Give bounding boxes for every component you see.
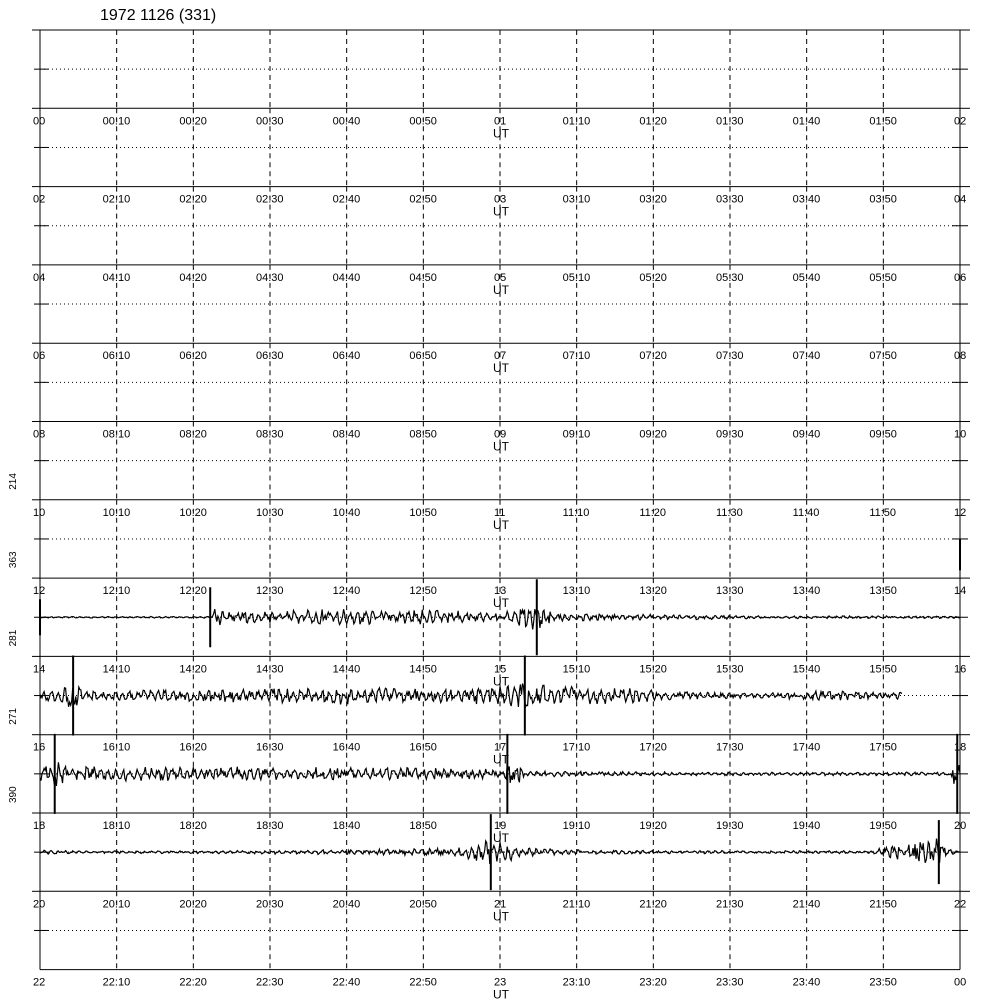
tick-label: 11:50 <box>869 506 897 519</box>
tick-label: 13 <box>494 585 507 598</box>
tick-label: 04 <box>33 271 46 284</box>
tick-label: 03:40 <box>792 193 821 206</box>
tick-label: 13:30 <box>716 585 744 598</box>
tick-label: 10:50 <box>409 506 437 519</box>
x-axis-label: UT <box>493 909 509 924</box>
tick-label: 00:50 <box>409 115 437 128</box>
tick-label: 18:50 <box>409 820 437 832</box>
tick-label: 18 <box>33 820 46 832</box>
tick-label: 09:30 <box>716 428 744 441</box>
tick-label: 14:20 <box>179 663 207 676</box>
tick-label: 08:40 <box>332 428 361 441</box>
tick-label: 06 <box>954 271 967 284</box>
tick-label: 16:10 <box>102 741 131 754</box>
tick-label: 15:50 <box>869 663 897 676</box>
tick-label: 11:30 <box>716 506 743 519</box>
x-axis-label: UT <box>493 282 509 297</box>
tick-label: 06:20 <box>179 350 207 363</box>
tick-label: 18:20 <box>179 820 207 832</box>
tick-label: 10:40 <box>332 506 361 519</box>
tick-label: 17 <box>494 741 507 754</box>
tick-label: 00:20 <box>179 115 207 128</box>
tick-label: 22:50 <box>409 976 437 989</box>
station-label: 271 <box>8 708 19 725</box>
x-axis-label: UT <box>493 831 509 845</box>
tick-label: 08:30 <box>256 428 284 441</box>
tick-label: 16:30 <box>256 741 284 754</box>
tick-label: 02 <box>33 193 46 206</box>
tick-label: 22:10 <box>102 976 131 989</box>
tick-label: 09:10 <box>562 428 591 441</box>
tick-label: 16:50 <box>409 741 437 754</box>
tick-label: 14 <box>33 663 46 676</box>
tick-label: 08 <box>954 350 967 363</box>
tick-label: 12:10 <box>102 585 131 598</box>
tick-label: 17:40 <box>792 741 821 754</box>
chart-title: 1972 1126 (331) <box>100 7 217 24</box>
tick-label: 17:50 <box>869 741 897 754</box>
tick-label: 09:20 <box>639 428 667 441</box>
station-label: 281 <box>8 629 19 647</box>
station-label: 214 <box>8 473 19 490</box>
tick-label: 10:20 <box>179 506 207 519</box>
tick-label: 00 <box>33 115 46 128</box>
tick-label: 15:20 <box>639 663 667 676</box>
x-axis-label: UT <box>493 204 509 219</box>
tick-label: 01:40 <box>792 115 821 128</box>
tick-label: 21:30 <box>716 898 744 911</box>
tick-label: 23:10 <box>562 976 591 989</box>
tick-label: 10:30 <box>256 506 284 519</box>
tick-label: 14:30 <box>256 663 284 676</box>
tick-label: 20:30 <box>256 898 284 911</box>
tick-label: 00:10 <box>102 115 131 128</box>
tick-label: 17:20 <box>639 741 667 754</box>
tick-label: 08:50 <box>409 428 437 441</box>
tick-label: 21:40 <box>792 898 821 911</box>
tick-label: 01:50 <box>869 115 897 128</box>
tick-label: 09:50 <box>869 428 897 441</box>
tick-label: 11:10 <box>562 506 590 519</box>
tick-label: 11:20 <box>639 506 667 519</box>
tick-label: 21 <box>494 898 507 911</box>
tick-label: 07:40 <box>792 350 821 363</box>
tick-label: 12 <box>33 585 46 598</box>
tick-label: 22 <box>33 976 46 989</box>
tick-label: 16 <box>33 741 46 754</box>
tick-label: 23 <box>494 976 507 989</box>
tick-label: 13:40 <box>792 585 821 598</box>
tick-label: 18:10 <box>102 820 131 832</box>
tick-label: 16:20 <box>179 741 207 754</box>
tick-label: 04:40 <box>332 271 361 284</box>
tick-label: 19:40 <box>792 820 821 832</box>
tick-label: 02:30 <box>256 193 284 206</box>
tick-label: 12:50 <box>409 585 437 598</box>
tick-label: 00 <box>954 976 967 989</box>
tick-label: 07:50 <box>869 350 897 363</box>
tick-label: 19:20 <box>639 820 667 832</box>
tick-label: 23:30 <box>716 976 744 989</box>
tick-label: 13:20 <box>639 585 667 598</box>
tick-label: 14:50 <box>409 663 437 676</box>
tick-label: 23:50 <box>869 976 897 989</box>
tick-label: 05 <box>494 271 507 284</box>
tick-label: 19 <box>494 820 507 832</box>
tick-label: 02:10 <box>102 193 131 206</box>
tick-label: 06:50 <box>409 350 437 363</box>
tick-label: 23:40 <box>792 976 821 989</box>
tick-label: 02:20 <box>179 193 207 206</box>
tick-label: 22 <box>954 898 967 911</box>
tick-label: 14 <box>954 585 967 598</box>
tick-label: 02:40 <box>332 193 361 206</box>
tick-label: 18:40 <box>332 820 361 832</box>
tick-label: 14:10 <box>102 663 131 676</box>
tick-label: 04:30 <box>256 271 284 284</box>
tick-label: 10 <box>954 428 967 441</box>
tick-label: 07:30 <box>716 350 744 363</box>
tick-label: 01 <box>494 115 507 128</box>
tick-label: 20 <box>33 898 46 911</box>
tick-label: 22:40 <box>332 976 361 989</box>
tick-label: 08:10 <box>102 428 131 441</box>
tick-label: 03 <box>494 193 507 206</box>
station-label: 363 <box>8 551 19 569</box>
tick-label: 20 <box>954 820 967 832</box>
tick-label: 01:30 <box>716 115 744 128</box>
tick-label: 18:30 <box>256 820 284 832</box>
tick-label: 21:50 <box>869 898 897 911</box>
tick-label: 16 <box>954 663 967 676</box>
tick-label: 20:50 <box>409 898 437 911</box>
tick-label: 00:30 <box>256 115 284 128</box>
tick-label: 19:30 <box>716 820 744 832</box>
tick-label: 00:40 <box>332 115 361 128</box>
tick-label: 04:50 <box>409 271 437 284</box>
x-axis-label: UT <box>493 596 509 611</box>
tick-label: 18 <box>954 741 967 754</box>
tick-label: 05:10 <box>562 271 591 284</box>
tick-label: 15:40 <box>792 663 821 676</box>
tick-label: 05:30 <box>716 271 744 284</box>
tick-label: 11 <box>494 506 506 519</box>
tick-label: 12:40 <box>332 585 361 598</box>
tick-label: 04:20 <box>179 271 207 284</box>
tick-label: 07 <box>494 350 507 363</box>
tick-label: 23:20 <box>639 976 667 989</box>
x-axis-label: UT <box>493 126 509 141</box>
tick-label: 15:30 <box>716 663 744 676</box>
tick-label: 20:40 <box>332 898 361 911</box>
tick-label: 10 <box>33 506 46 519</box>
x-axis-label: UT <box>493 987 509 1000</box>
tick-label: 08:20 <box>179 428 207 441</box>
tick-label: 07:20 <box>639 350 667 363</box>
tick-label: 12 <box>954 506 967 519</box>
x-axis-label: UT <box>493 674 509 689</box>
tick-label: 20:20 <box>179 898 207 911</box>
tick-label: 02 <box>954 115 967 128</box>
tick-label: 14:40 <box>332 663 361 676</box>
tick-label: 15:10 <box>562 663 591 676</box>
tick-label: 08 <box>33 428 46 441</box>
x-axis-label: UT <box>493 752 509 767</box>
x-axis-label: UT <box>493 439 509 454</box>
tick-label: 05:50 <box>869 271 897 284</box>
tick-label: 22:30 <box>256 976 284 989</box>
tick-label: 09 <box>494 428 507 441</box>
tick-label: 21:20 <box>639 898 667 911</box>
tick-label: 01:10 <box>562 115 591 128</box>
tick-label: 05:40 <box>792 271 821 284</box>
tick-label: 03:50 <box>869 193 897 206</box>
tick-label: 03:20 <box>639 193 667 206</box>
tick-label: 13:10 <box>562 585 591 598</box>
tick-label: 20:10 <box>102 898 131 911</box>
tick-label: 16:40 <box>332 741 361 754</box>
x-axis-label: UT <box>493 517 509 532</box>
tick-label: 06:40 <box>332 350 361 363</box>
tick-label: 17:10 <box>562 741 591 754</box>
tick-label: 04 <box>954 193 967 206</box>
tick-label: 22:20 <box>179 976 207 989</box>
tick-label: 11:40 <box>792 506 820 519</box>
tick-label: 03:30 <box>716 193 744 206</box>
x-axis-label: UT <box>493 361 509 376</box>
tick-label: 04:10 <box>102 271 131 284</box>
tick-label: 05:20 <box>639 271 667 284</box>
tick-label: 10:10 <box>102 506 131 519</box>
tick-labels <box>8 115 966 1000</box>
tick-label: 07:10 <box>562 350 591 363</box>
tick-label: 06:10 <box>102 350 131 363</box>
tick-label: 03:10 <box>562 193 591 206</box>
tick-label: 06 <box>33 350 46 363</box>
panel-row <box>32 30 970 108</box>
tick-label: 15 <box>494 663 507 676</box>
tick-label: 09:40 <box>792 428 821 441</box>
tick-label: 02:50 <box>409 193 437 206</box>
tick-label: 13:50 <box>869 585 897 598</box>
tick-label: 12:30 <box>256 585 284 598</box>
tick-label: 17:30 <box>716 741 744 754</box>
tick-label: 06:30 <box>256 350 284 363</box>
tick-label: 01:20 <box>639 115 667 128</box>
tick-label: 21:10 <box>562 898 591 911</box>
tick-label: 19:10 <box>562 820 591 832</box>
tick-label: 12:20 <box>179 585 207 598</box>
station-label: 390 <box>8 786 19 803</box>
tick-label: 19:50 <box>869 820 897 832</box>
